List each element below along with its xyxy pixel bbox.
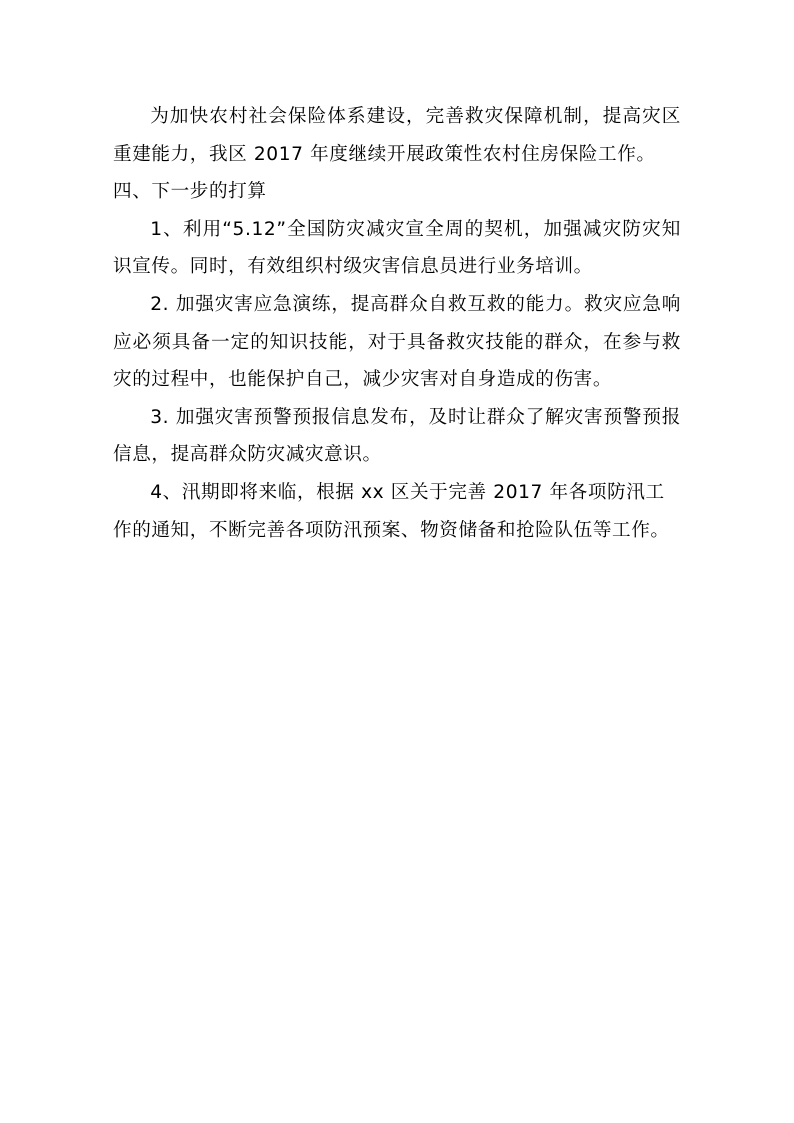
list-item-1: 1、利用“5.12”全国防灾减灾宣全周的契机，加强减灾防灾知识宣传。同时，有效组织村级灾害信息员进行业务培训。 — [113, 218, 681, 278]
document-body — [113, 98, 681, 549]
list-item-4: 4、汛期即将来临，根据 xx 区关于完善 2017 年各项防汛工作的通知，不断完善各项防汛预案、物资储备和抢险队伍等工作。 — [113, 481, 670, 541]
section-heading-next-steps: 四、下一步的打算 — [113, 181, 267, 203]
list-item-3: 3. 加强灾害预警预报信息发布，及时让群众了解灾害预警预报信息，提高群众防灾减灾意识。 — [113, 406, 681, 466]
list-item-2: 2. 加强灾害应急演练，提高群众自救互救的能力。救灾应急响应必须具备一定的知识技能，对于具备救灾技能的群众，在参与救灾的过程中，也能保护自己，减少灾害对自身造成的伤害。 — [113, 293, 681, 391]
paragraph-insurance: 为加快农村社会保险体系建设，完善救灾保障机制，提高灾区重建能力，我区 2017 年度继续开展政策性农村住房保险工作。 — [113, 106, 681, 165]
